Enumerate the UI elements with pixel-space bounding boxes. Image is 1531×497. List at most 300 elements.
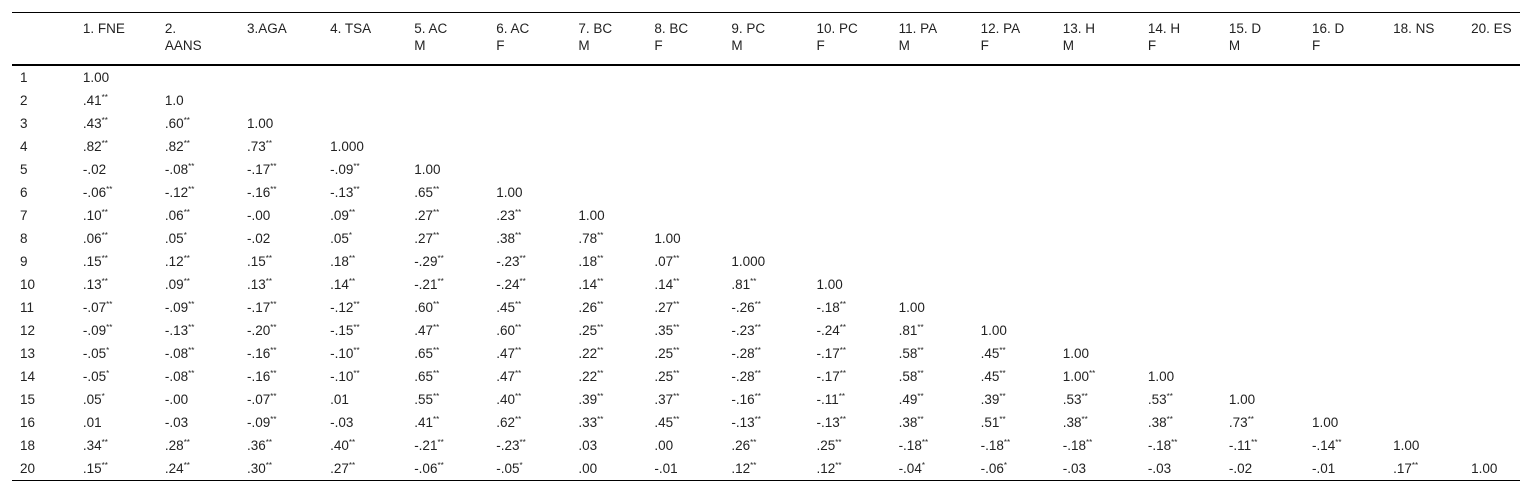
empty-cell [1463,181,1520,204]
significance-marker: ** [348,254,356,263]
significance-marker: ** [348,208,356,217]
correlation-cell [488,411,570,434]
significance-marker: ** [839,346,846,355]
correlation-value: .18 [578,254,598,269]
correlation-value: .38 [898,415,918,430]
empty-cell [1140,89,1221,112]
correlation-cell [808,342,890,365]
column-header-line-2: M [578,38,590,53]
correlation-value: .00 [654,438,674,453]
significance-marker: ** [437,254,444,263]
correlation-cell [891,365,973,388]
empty-cell [1140,181,1221,204]
correlation-value: -.13 [731,415,755,430]
significance-marker: ** [101,93,108,102]
correlation-cell [75,365,157,388]
correlation-cell [157,227,239,250]
row-label: 4 [20,139,28,154]
column-header-line-1: 11. PA [898,21,938,36]
empty-cell [1304,319,1385,342]
correlation-value: .43 [82,116,102,131]
correlation-value: .22 [578,346,598,361]
correlation-value: 1.00 [1062,346,1089,361]
correlation-value: -.14 [1312,438,1336,453]
empty-cell [1385,89,1463,112]
empty-cell [1463,411,1520,434]
correlation-value: -.04 [898,461,922,476]
correlation-cell [808,411,890,434]
empty-cell [1221,112,1304,135]
correlation-cell [406,296,488,319]
correlation-cell [808,273,890,296]
correlation-value: .37 [654,392,674,407]
significance-marker: ** [1089,369,1096,378]
correlation-value: .81 [731,277,751,292]
empty-cell [646,204,723,227]
empty-cell [1055,204,1140,227]
significance-marker: ** [917,369,924,378]
empty-cell [973,296,1055,319]
table-row [12,273,1520,296]
empty-cell [646,181,723,204]
correlation-value: -.24 [496,277,520,292]
correlation-value: .62 [496,415,516,430]
column-header [723,13,808,66]
significance-marker: ** [101,277,108,286]
correlation-value: .14 [654,277,674,292]
correlation-value: -.18 [1147,438,1172,453]
significance-marker: * [921,461,925,470]
correlation-cell [646,227,723,250]
empty-cell [1304,365,1385,388]
empty-cell [1385,227,1463,250]
correlation-value: .07 [654,254,674,269]
correlation-cell [488,181,570,204]
significance-marker: ** [183,254,190,263]
significance-marker: ** [515,300,522,309]
correlation-cell [723,296,808,319]
significance-marker: ** [673,277,680,286]
correlation-value: .53 [1147,392,1167,407]
correlation-cell [157,411,239,434]
correlation-cell [1221,388,1304,411]
column-header [157,13,239,66]
table-row [12,135,1520,158]
column-header [1140,13,1221,66]
correlation-value: -.13 [330,185,354,200]
significance-marker: ** [519,277,526,286]
significance-marker: ** [188,300,195,309]
empty-cell [239,89,322,112]
correlation-value: -.09 [330,162,354,177]
empty-cell [1221,273,1304,296]
correlation-cell [1221,411,1304,434]
correlation-value: .55 [414,392,433,407]
empty-cell [1385,204,1463,227]
correlation-value: -.05 [496,461,520,476]
correlation-value: .25 [654,369,674,384]
empty-cell [1055,227,1140,250]
correlation-value: 1.00 [82,70,110,85]
correlation-cell [406,365,488,388]
correlation-cell [570,342,646,365]
correlation-value: .13 [246,277,266,292]
correlation-cell [488,296,570,319]
correlation-cell [239,112,322,135]
correlation-value: -.01 [654,461,678,476]
correlation-value: 1.00 [414,162,441,177]
correlation-cell [322,204,406,227]
empty-cell [1463,158,1520,181]
significance-marker: ** [265,438,272,447]
significance-marker: * [106,369,110,378]
correlation-value: .45 [654,415,674,430]
significance-marker: ** [999,392,1006,401]
correlation-cell [488,319,570,342]
significance-marker: ** [183,116,190,125]
correlation-cell [1463,457,1520,481]
correlation-cell [239,204,322,227]
empty-cell [1304,181,1385,204]
correlation-cell [322,434,406,457]
correlation-cell [1140,434,1221,457]
correlation-cell [75,181,157,204]
column-header [646,13,723,66]
correlation-value: -.10 [330,346,354,361]
correlation-value: -.09 [82,323,107,338]
correlation-cell [1055,388,1140,411]
empty-cell [322,89,406,112]
empty-cell [239,65,322,89]
significance-marker: ** [353,300,360,309]
correlation-cell [1221,434,1304,457]
empty-cell [973,250,1055,273]
correlation-cell [723,342,808,365]
significance-marker: ** [432,415,440,424]
significance-marker: ** [1166,392,1173,401]
correlation-value: .27 [330,461,349,476]
correlation-value: -.13 [816,415,840,430]
correlation-value: .73 [1228,415,1248,430]
correlation-cell [239,296,322,319]
correlation-value: 1.000 [330,139,364,154]
empty-cell [1140,273,1221,296]
significance-marker: ** [183,277,190,286]
correlation-cell [322,135,406,158]
empty-cell [406,65,488,89]
empty-cell [1140,158,1221,181]
correlation-cell [157,89,239,112]
correlation-cell [646,250,723,273]
correlation-value: .27 [414,208,433,223]
empty-cell [1463,388,1520,411]
correlation-value: -.20 [246,323,271,338]
significance-marker: ** [515,231,522,240]
significance-marker: ** [1411,461,1419,470]
correlation-cell [646,457,723,481]
correlation-cell [646,434,723,457]
empty-cell [1304,89,1385,112]
correlation-cell [406,319,488,342]
empty-cell [406,135,488,158]
column-header-line-2: M [898,38,910,53]
empty-cell [1385,319,1463,342]
correlation-cell [488,457,570,481]
correlation-cell [75,112,157,135]
correlation-value: .45 [496,300,516,315]
correlation-value: .13 [82,277,102,292]
significance-marker: ** [432,300,440,309]
significance-marker: ** [754,392,761,401]
correlation-cell [239,457,322,481]
empty-cell [488,135,570,158]
empty-cell [891,250,973,273]
correlation-value: .39 [578,392,598,407]
column-header-line-1: 8. BC [654,21,689,36]
column-header [1463,13,1520,66]
empty-cell [808,135,890,158]
empty-cell [1140,296,1221,319]
correlation-value: .12 [816,461,836,476]
correlation-cell [406,434,488,457]
empty-cell [1304,204,1385,227]
correlation-value: .60 [164,116,184,131]
correlation-value: .78 [578,231,598,246]
correlation-value: 1.00 [578,208,605,223]
row-label: 2 [20,93,28,108]
table-row [12,227,1520,250]
empty-cell [1463,250,1520,273]
correlation-cell [157,365,239,388]
correlation-value: .09 [164,277,184,292]
significance-marker: ** [101,461,108,470]
correlation-cell [75,388,157,411]
correlation-value: .06 [164,208,184,223]
correlation-cell [75,319,157,342]
correlation-cell [488,273,570,296]
correlation-cell [488,434,570,457]
empty-cell [1385,181,1463,204]
correlation-value: -.17 [246,162,271,177]
significance-marker: ** [437,277,444,286]
empty-cell [808,158,890,181]
correlation-cell [239,181,322,204]
correlation-value: .47 [414,323,433,338]
column-header-line-1: 18. NS [1393,21,1435,36]
significance-marker: ** [188,323,195,332]
correlation-cell [570,227,646,250]
column-header-line-2: M [1228,38,1241,53]
empty-cell [488,89,570,112]
table-row [12,319,1520,342]
empty-cell [1140,342,1221,365]
correlation-cell [322,388,406,411]
correlation-cell [808,319,890,342]
significance-marker: ** [515,208,522,217]
table-row [12,388,1520,411]
empty-cell [1385,65,1463,89]
empty-cell [973,65,1055,89]
significance-marker: ** [101,208,108,217]
correlation-value: .73 [246,139,266,154]
row-label: 5 [20,162,28,177]
correlation-value: -.03 [164,415,189,430]
correlation-cell [239,434,322,457]
empty-cell [1055,296,1140,319]
empty-cell [891,273,973,296]
empty-cell [1221,365,1304,388]
correlation-cell [75,158,157,181]
significance-marker: ** [270,185,277,194]
correlation-cell [322,273,406,296]
empty-cell [1463,227,1520,250]
significance-marker: ** [519,254,526,263]
correlation-cell [891,319,973,342]
correlation-value: .27 [414,231,433,246]
significance-marker: ** [183,139,190,148]
correlation-cell [1140,411,1221,434]
correlation-cell [891,342,973,365]
correlation-value: .41 [414,415,433,430]
column-header-line-1: 7. BC [578,21,613,36]
correlation-cell [570,457,646,481]
significance-marker: ** [270,300,277,309]
empty-cell [1304,273,1385,296]
correlation-value: .41 [82,93,102,108]
correlation-cell [322,457,406,481]
significance-marker: ** [348,277,356,286]
significance-marker: ** [188,162,195,171]
correlation-cell [1385,457,1463,481]
correlation-value: 1.0 [164,93,184,108]
empty-cell [891,65,973,89]
empty-cell [1385,112,1463,135]
significance-marker: ** [353,346,360,355]
significance-marker: ** [1251,438,1258,447]
correlation-cell [75,135,157,158]
significance-marker: ** [353,185,360,194]
correlation-value: -.09 [164,300,189,315]
correlation-value: .05 [330,231,349,246]
correlation-value: .14 [330,277,349,292]
table-row [12,65,1520,89]
empty-cell [891,227,973,250]
empty-cell [973,273,1055,296]
correlation-cell [646,342,723,365]
significance-marker: ** [432,208,440,217]
correlation-cell [808,388,890,411]
correlation-cell [75,204,157,227]
empty-cell [891,112,973,135]
correlation-cell [406,250,488,273]
column-header-line-1: 20. ES [1471,21,1512,36]
correlation-value: -.13 [164,323,189,338]
empty-cell [1463,365,1520,388]
correlation-value: .60 [496,323,516,338]
column-header-line-2: F [1312,38,1321,53]
significance-marker: ** [1085,438,1093,447]
correlation-cell [406,227,488,250]
correlation-value: -.02 [1228,461,1253,476]
significance-marker: ** [597,323,604,332]
correlation-value: .05 [82,392,102,407]
empty-cell [1221,296,1304,319]
significance-marker: ** [348,438,356,447]
correlation-value: -.10 [330,369,354,384]
correlation-value: -.12 [164,185,189,200]
correlation-value: .45 [980,369,1000,384]
empty-cell [808,89,890,112]
empty-cell [1385,342,1463,365]
empty-cell [973,227,1055,250]
correlation-cell [239,273,322,296]
correlation-cell [646,411,723,434]
significance-marker: ** [183,461,190,470]
correlation-value: -.09 [246,415,271,430]
empty-cell [646,158,723,181]
correlation-cell [157,296,239,319]
correlation-value: .45 [980,346,1000,361]
significance-marker: * [519,461,523,470]
empty-cell [808,227,890,250]
row-label: 3 [20,116,28,131]
correlation-value: -.28 [731,369,755,384]
correlation-cell [157,204,239,227]
empty-cell [723,158,808,181]
significance-marker: ** [597,392,604,401]
correlation-cell [488,204,570,227]
correlation-value: 1.00 [898,300,925,315]
correlation-cell [973,457,1055,481]
empty-cell [1140,250,1221,273]
significance-marker: ** [839,415,846,424]
significance-marker: ** [183,208,190,217]
significance-marker: ** [754,346,761,355]
correlation-value: -.07 [82,300,107,315]
correlation-value: -.16 [731,392,755,407]
significance-marker: * [106,346,110,355]
empty-cell [808,250,890,273]
correlation-cell [646,388,723,411]
significance-marker: ** [917,346,924,355]
significance-marker: ** [270,369,277,378]
column-header-line-1: 13. H [1062,21,1095,36]
correlation-cell [157,457,239,481]
empty-cell [1385,388,1463,411]
correlation-cell [488,250,570,273]
correlation-value: -.05 [82,369,107,384]
correlation-cell [75,89,157,112]
significance-marker: ** [515,369,522,378]
correlation-value: -.03 [1062,461,1086,476]
correlation-value: 1.00 [1312,415,1339,430]
empty-cell [646,135,723,158]
row-label: 11 [20,300,35,315]
significance-marker: ** [106,185,113,194]
column-header [891,13,973,66]
correlation-value: -.16 [246,369,271,384]
empty-cell [973,89,1055,112]
empty-cell [1463,342,1520,365]
correlation-value: 1.00 [1471,461,1498,476]
empty-cell [1304,250,1385,273]
correlation-cell [1055,365,1140,388]
correlation-cell [891,388,973,411]
empty-cell [570,135,646,158]
correlation-value: .38 [496,231,516,246]
empty-cell [646,112,723,135]
empty-cell [1385,158,1463,181]
